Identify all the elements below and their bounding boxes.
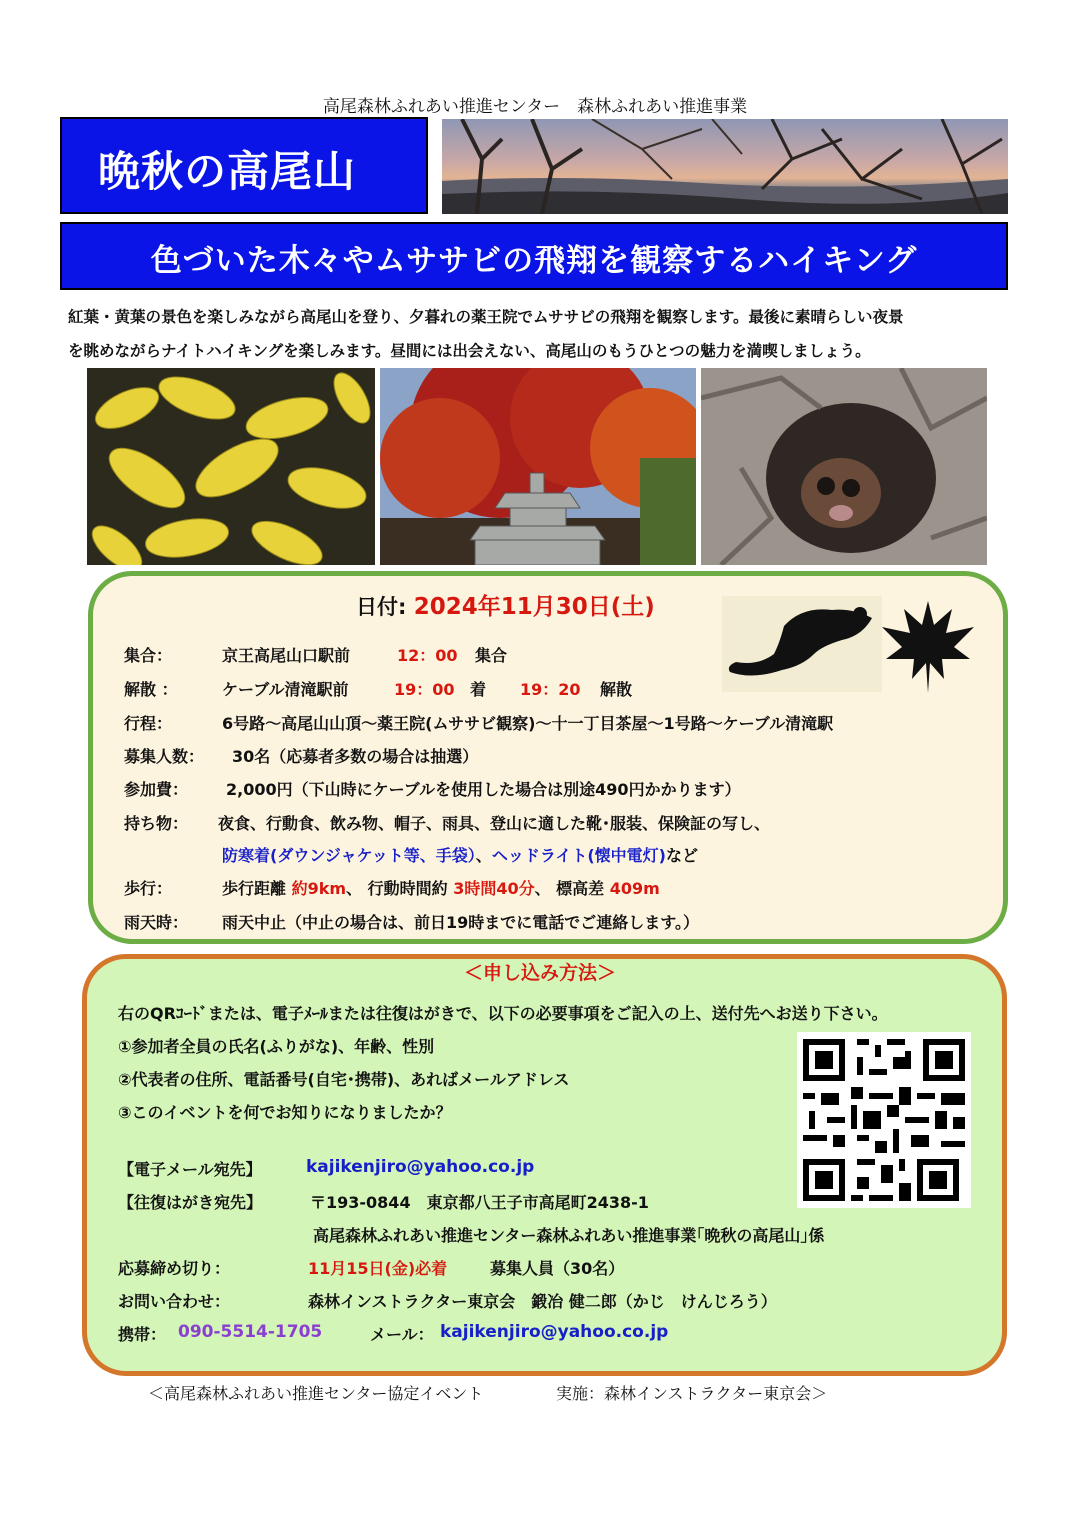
walk-elevation: 409m [609,879,660,898]
date-line [356,588,655,621]
qr-code[interactable] [797,1032,971,1208]
meet-place: 京王高尾山口駅前 [222,646,351,665]
application-title: ＜申し込み方法＞ [463,962,616,984]
maple-leaf-icon [878,597,978,697]
items-row-2 [222,843,698,866]
dismiss-label: 解散 ： [124,680,178,699]
walk-distance-label: 歩行距離 [222,879,287,898]
meet-label: 集合： [124,646,173,665]
email-label: 【電子メール宛先】 [118,1160,262,1179]
page-title: 晩秋の高尾山 [98,147,357,196]
fee: 2,000円（下山時にケーブルを使用した場合は別途490円かかります） [226,780,741,799]
fee-label: 参加費： [124,780,189,799]
walk-distance: 約9km [291,879,347,898]
dismiss-time-arrive: 19：00 [394,680,455,699]
subtitle: 色づいた木々やムササビの飛翔を観察するハイキング [150,243,918,279]
postcard-address: 〒193-0844 東京都八王子市高尾町2438-1 [310,1193,649,1212]
mail-label: メール： [370,1325,434,1344]
apply-item-3: ③このイベントを何でお知りになりましたか？ [118,1103,452,1122]
walk-label: 歩行： [124,879,173,898]
email-address[interactable]: kajikenjiro@yahoo.co.jp [306,1157,535,1177]
postcard-recipient: 高尾森林ふれあい推進センター森林ふれあい推進事業｢晩秋の高尾山｣係 [313,1226,825,1245]
apply-intro: 右のQRｺｰﾄﾞまたは、電子ﾒｰﾙまたは往復はがきで、以下の必要事項をご記入の上、送付先へお送り下さい。 [118,1004,888,1023]
mobile-number[interactable]: 090-5514-1705 [178,1322,323,1342]
red-maple-temple-photo [380,368,696,565]
yellow-leaves-photo [87,368,375,565]
rain-policy: 雨天中止（中止の場合は、前日19時までに電話でご連絡します。） [222,913,699,932]
apply-item-2: ②代表者の住所、電話番号(自宅･携帯)、あればメールアドレス [118,1070,570,1089]
contact-label: お問い合わせ： [118,1292,231,1311]
date-label: 日付: [356,595,407,619]
items-cold-gear: 防寒着(ダウンジャケット等、手袋） [222,846,476,865]
route-label: 行程： [124,714,173,733]
rain-label: 雨天時： [124,913,189,932]
meet-suffix: 集合 [475,646,508,665]
contact-person: 森林インストラクター東京会 鍛冶 健二郎（かじ けんじろう） [308,1292,777,1311]
organizer-line: 高尾森林ふれあい推進センター 森林ふれあい推進事業 [322,97,748,117]
sunset-mountain-photo [442,119,1008,214]
items-sep: 、 [475,846,492,865]
walk-elevation-label: 、 標高差 [534,879,605,898]
items-label: 持ち物： [124,814,189,833]
intro-line-1: 紅葉・黄葉の景色を楽しみながら高尾山を登り、夕暮れの薬王院でムササビの飛翔を観察します。最後に素晴らしい夜景 [68,308,904,326]
event-date: 2024年11月30日(土) [413,594,655,620]
mail-address[interactable]: kajikenjiro@yahoo.co.jp [440,1322,669,1342]
flying-squirrel-photo [701,368,987,565]
walk-time-label: 、 行動時間約 [346,879,448,898]
deadline-capacity: 募集人員（30名） [490,1259,625,1278]
dismiss-place: ケーブル清滝駅前 [222,680,349,699]
flying-squirrel-silhouette-icon [722,596,882,692]
items-headlight: ヘッドライト(懐中電灯) [491,846,666,865]
deadline-date: 11月15日(金)必着 [308,1259,448,1278]
apply-item-1: ①参加者全員の氏名(ふりがな)、年齢、性別 [118,1037,435,1056]
route: 6号路～高尾山山頂～薬王院(ムササビ観察)～十一丁目茶屋～1号路～ケーブル清滝駅 [222,714,834,733]
meet-time: 12：00 [397,646,458,665]
capacity: 30名（応募者多数の場合は抽選） [232,747,479,766]
dismiss-mid: 着 [470,680,487,699]
intro-line-2: を眺めながらナイトハイキングを楽しみます。昼間には出会えない、高尾山のもうひとつの魅力を満喫しましょう。 [68,342,871,360]
title-banner [60,117,428,214]
dismiss-time: 19：20 [520,680,581,699]
footer-right: 実施：森林インストラクター東京会＞ [556,1384,828,1403]
postcard-label: 【往復はがき宛先】 [118,1193,263,1212]
items-suffix: など [665,846,698,865]
walk-detail [222,876,660,899]
dismiss-suffix: 解散 [600,680,633,699]
intro-text [68,300,1008,368]
walk-time: 3時間40分 [453,879,535,898]
deadline-label: 応募締め切り： [118,1259,231,1278]
footer-left: ＜高尾森林ふれあい推進センター協定イベント [148,1384,484,1403]
items: 夜食、行動食、飲み物、帽子、雨具、登山に適した靴･服装、保険証の写し、 [218,814,771,833]
mobile-label: 携帯： [118,1325,167,1344]
capacity-label: 募集人数： [124,747,205,766]
subtitle-banner [60,222,1008,290]
